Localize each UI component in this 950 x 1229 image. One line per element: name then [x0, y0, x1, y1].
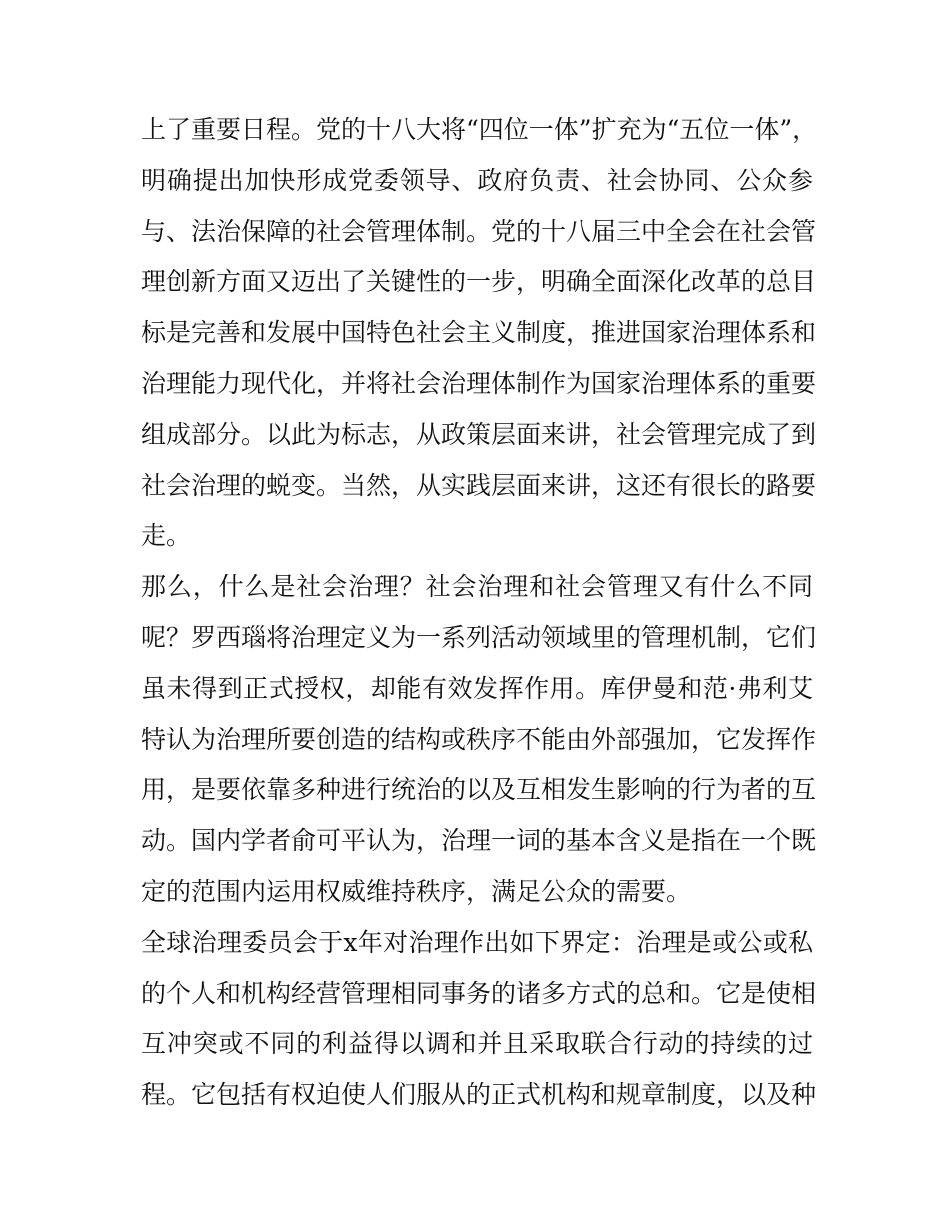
- text-line: 标是完善和发展中国特色社会主义制度，推进国家治理体系和: [141, 318, 817, 348]
- text-line: 治理能力现代化，并将社会治理体制作为国家治理体系的重要: [141, 368, 817, 398]
- text-line: 定的范围内运用权威维持秩序，满足公众的需要。: [141, 876, 692, 906]
- text-line: 呢？罗西瑙将治理定义为一系列活动领域里的管理机制，它们: [141, 622, 817, 652]
- text-line: 程。它包括有权迫使人们服从的正式机构和规章制度，以及种: [141, 1080, 817, 1110]
- text-line: 互冲突或不同的利益得以调和并且采取联合行动的持续的过: [141, 1029, 813, 1059]
- text-line: 社会治理的蜕变。当然，从实践层面来讲，这还有很长的路要: [141, 470, 817, 500]
- text-line: 全球治理委员会于x年对治理作出如下界定：治理是或公或私: [141, 927, 813, 957]
- paragraph-2: [141, 562, 817, 918]
- text-line: 虽未得到正式授权，却能有效发挥作用。库伊曼和范·弗利艾: [141, 673, 813, 703]
- text-line: 理创新方面又迈出了关键性的一步，明确全面深化改革的总目: [141, 267, 817, 297]
- text-line: 动。国内学者俞可平认为，治理一词的基本含义是指在一个既: [141, 826, 817, 856]
- text-line: 的个人和机构经营管理相同事务的诸多方式的总和。它是使相: [141, 978, 817, 1008]
- paragraph-3: [141, 918, 817, 1121]
- text-line: 特认为治理所要创造的结构或秩序不能由外部强加，它发挥作: [141, 724, 817, 754]
- document-body: [141, 105, 818, 1121]
- text-line: 组成部分。以此为标志，从政策层面来讲，社会管理完成了到: [141, 419, 817, 449]
- text-line: 明确提出加快形成党委领导、政府负责、社会协同、公众参: [141, 165, 813, 195]
- paragraph-1: [141, 105, 818, 562]
- text-line: 上了重要日程。党的十八大将“四位一体”扩充为“五位一体”，: [141, 115, 818, 144]
- text-line: 那么，什么是社会治理？社会治理和社会管理又有什么不同: [141, 572, 813, 602]
- text-line: 与、法治保障的社会管理体制。党的十八届三中全会在社会管: [141, 216, 817, 246]
- text-line: 用，是要依靠多种进行统治的以及互相发生影响的行为者的互: [141, 775, 817, 805]
- text-line: 走。: [141, 521, 192, 551]
